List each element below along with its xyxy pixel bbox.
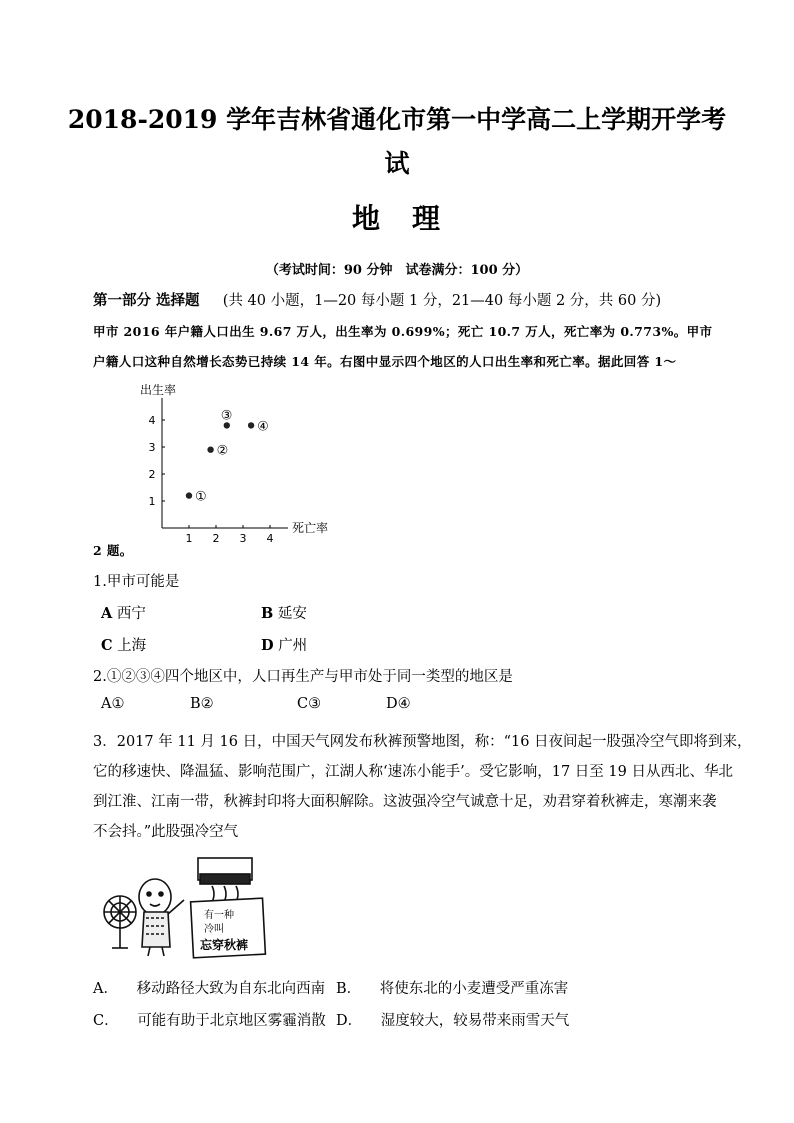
option-text: 西宁 [116,606,146,622]
option-text: ② [200,696,214,712]
q1-option-d[interactable] [261,634,307,655]
option-text: 湿度较大，较易带来雨雪天气 [380,1013,570,1029]
q2-option-d[interactable] [386,696,411,712]
data-point-label-4: ④ [257,419,269,435]
option-letter: C． [93,1013,119,1029]
option-text: 移动路径大致为自东北向西南 [136,981,326,997]
part1-heading-row [93,289,661,310]
option-text: 上海 [117,638,147,654]
option-letter: D [261,637,274,654]
exam-info: （考试时间：90 分钟 试卷满分：100 分） [265,263,529,278]
exam-title-line2: 试 [384,149,410,178]
option-letter: D [386,696,398,712]
q3-line3: 到江淮、江南一带，秋裤封印将大面积解除。这波强冷空气诚意十足，劝君穿着秋裤走，寒潮来袭 [93,794,717,810]
cold-air-cartoon [100,852,270,962]
q2-stem: 2.①②③④四个地区中，人口再生产与甲市处于同一类型的地区是 [93,669,513,685]
option-letter: B． [336,981,362,997]
data-point-4 [248,422,254,428]
q3-option-a[interactable] [93,977,325,998]
data-point-label-2: ② [216,443,229,459]
option-text: 延安 [277,606,307,622]
intro-line1: 甲市 2016 年户籍人口出生 9.67 万人，出生率为 0.699%；死亡 10.7 万人，死亡率为 0.773%。甲市 [93,324,713,339]
x-tick-label: 3 [239,532,247,545]
scatter-chart [138,380,348,550]
q3-option-d[interactable] [336,1009,569,1030]
option-letter: C [297,696,309,712]
x-tick-label: 2 [212,532,220,545]
exam-title-line1: 2018-2019 学年吉林省通化市第一中学高二上学期开学考 [67,105,727,134]
y-ticks [149,414,166,508]
data-point-label-3: ③ [220,408,233,424]
x-tick-label: 1 [185,532,193,545]
option-letter: B [261,605,274,622]
option-text: 可能有助于北京地区雾霾消散 [137,1013,326,1029]
cartoon-text-3: 忘穿秋裤 [200,938,249,952]
sign-board [191,898,266,958]
data-point-label-1: ① [195,489,207,505]
q2-option-a[interactable] [101,696,124,712]
data-point-2 [207,447,213,453]
y-tick-label: 4 [148,414,156,427]
q3-line2: 它的移速快、降温猛、影响范围广，江湖人称‘速冻小能手’。受它影响，17 日至 19 日从西北、华北 [93,764,733,780]
fan-icon [104,896,136,948]
q3-line4: 不会抖。”此股强冷空气 [93,824,239,840]
q3-option-c[interactable] [93,1009,326,1030]
option-letter: D． [336,1013,363,1029]
option-letter: A [101,605,113,622]
q1-option-c[interactable] [101,634,146,655]
q3-line1: 3．2017 年 11 月 16 日，中国天气网发布秋裤预警地图，称：“16 日夜间起一股强冷空气即将到来， [93,734,752,750]
q1-option-a[interactable] [101,602,146,623]
q1-option-b[interactable] [261,602,307,623]
data-points [186,408,269,504]
option-letter: B [190,696,201,712]
option-text: ① [111,696,125,712]
character-icon [139,879,184,956]
air-conditioner-icon [198,858,252,902]
option-letter: C [101,637,113,654]
y-tick-label: 1 [148,495,156,508]
option-text: ④ [397,696,411,712]
q2-option-c[interactable] [297,696,321,712]
y-tick-label: 2 [148,468,156,481]
data-point-1 [186,492,192,498]
subject-title: 地 理 [351,202,442,235]
option-text: 将使东北的小麦遭受严重冻害 [379,981,569,997]
cartoon-text-1: 有一种 [204,910,234,921]
option-text: 广州 [278,638,308,654]
x-tick-label: 4 [266,532,274,545]
x-axis-label: 死亡率 [292,521,329,535]
intro-line3: 2 题。 [93,543,133,558]
part1-note: (共 40 小题，1—20 每小题 1 分，21—40 每小题 2 分，共 60 分) [222,293,662,309]
y-axis-label: 出生率 [140,383,177,397]
cartoon-text-2: 冷叫 [204,924,224,935]
option-text: ③ [308,696,322,712]
q3-option-b[interactable] [336,977,568,998]
part1-heading: 第一部分 选择题 [93,292,200,309]
y-tick-label: 3 [148,441,156,454]
option-letter: A [101,696,112,712]
option-letter: A． [93,981,118,997]
intro-line2: 户籍人口这种自然增长态势已持续 14 年。右图中显示四个地区的人口出生率和死亡率。据此回答 1～ [93,354,677,369]
q2-option-b[interactable] [190,696,214,712]
q1-stem: 1.甲市可能是 [93,574,180,590]
